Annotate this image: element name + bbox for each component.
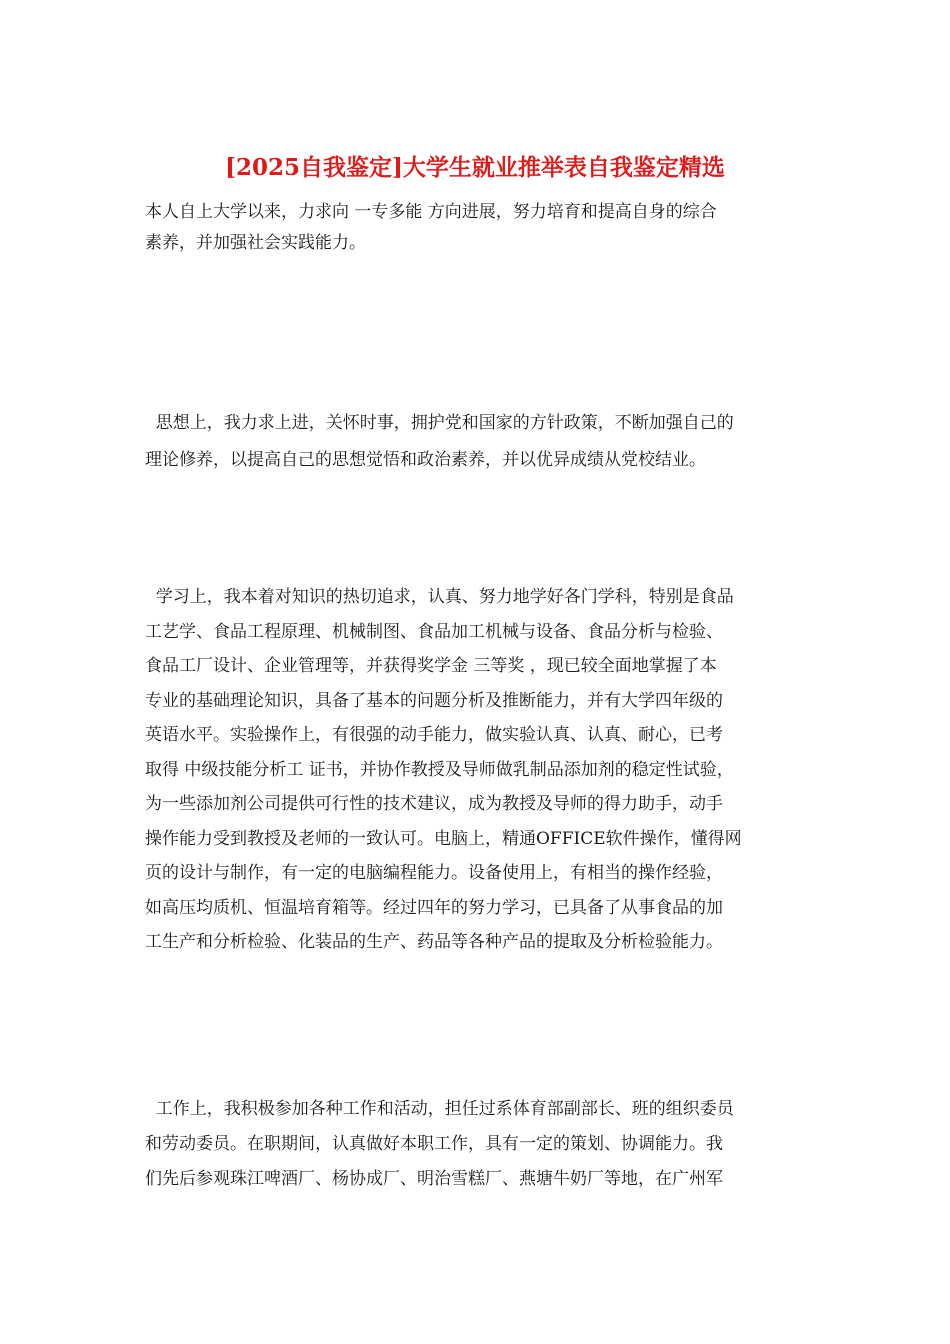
text-line: 工作上，我积极参加各种工作和活动，担任过系体育部副部长、班的组织委员: [145, 1099, 734, 1119]
text-line: 工生产和分析检验、化装品的生产、药品等各种产品的提取及分析检验能力。: [145, 932, 723, 952]
text-line: 为一些添加剂公司提供可行性的技术建议，成为教授及导师的得力助手，动手: [145, 794, 723, 814]
text-line: 素养，并加强社会实践能力。: [145, 233, 366, 253]
paragraph-work: [145, 1092, 815, 1197]
text-line: 思想上，我力求上进，关怀时事，拥护党和国家的方针政策，不断加强自己的: [145, 413, 734, 433]
text-line: 和劳动委员。在职期间，认真做好本职工作，具有一定的策划、协调能力。我: [145, 1134, 723, 1154]
text-line: 如高压均质机、恒温培育箱等。经过四年的努力学习，已具备了从事食品的加: [145, 897, 723, 918]
text-line: 页的设计与制作，有一定的电脑编程能力。设备使用上，有相当的操作经验，: [145, 863, 723, 883]
text-line: 们先后参观珠江啤酒厂、杨协成厂、明治雪糕厂、燕塘牛奶厂等地，在广州军: [145, 1169, 723, 1189]
text-line: 取得 中级技能分析工 证书，并协作教授及导师做乳制品添加剂的稳定性试验，: [145, 759, 734, 780]
text-line: 理论修养，以提高自己的思想觉悟和政治素养，并以优异成绩从党校结业。: [145, 450, 706, 470]
text-line: 操作能力受到教授及老师的一致认可。电脑上，精通OFFICE软件操作，懂得网: [145, 828, 742, 849]
text-line: 食品工厂设计、企业管理等，并获得奖学金 三等奖 ，现已较全面地掌握了本: [145, 656, 717, 676]
paragraph-intro: [145, 197, 815, 259]
document-title: [2025自我鉴定]大学生就业推举表自我鉴定精选: [225, 154, 725, 181]
paragraph-study: [145, 580, 815, 960]
text-line: 英语水平。实验操作上，有很强的动手能力，做实验认真、认真、耐心，已考: [145, 725, 723, 745]
text-line: 本人自上大学以来，力求向 一专多能 方向进展，努力培育和提高自身的综合: [145, 202, 717, 222]
paragraph-ideology: [145, 405, 815, 479]
text-line: 工艺学、食品工程原理、机械制图、食品加工机械与设备、食品分析与检验、: [145, 621, 723, 642]
text-line: 学习上，我本着对知识的热切追求，认真、努力地学好各门学科，特别是食品: [145, 587, 734, 607]
text-line: 专业的基础理论知识，具备了基本的问题分析及推断能力，并有大学四年级的: [145, 690, 723, 711]
